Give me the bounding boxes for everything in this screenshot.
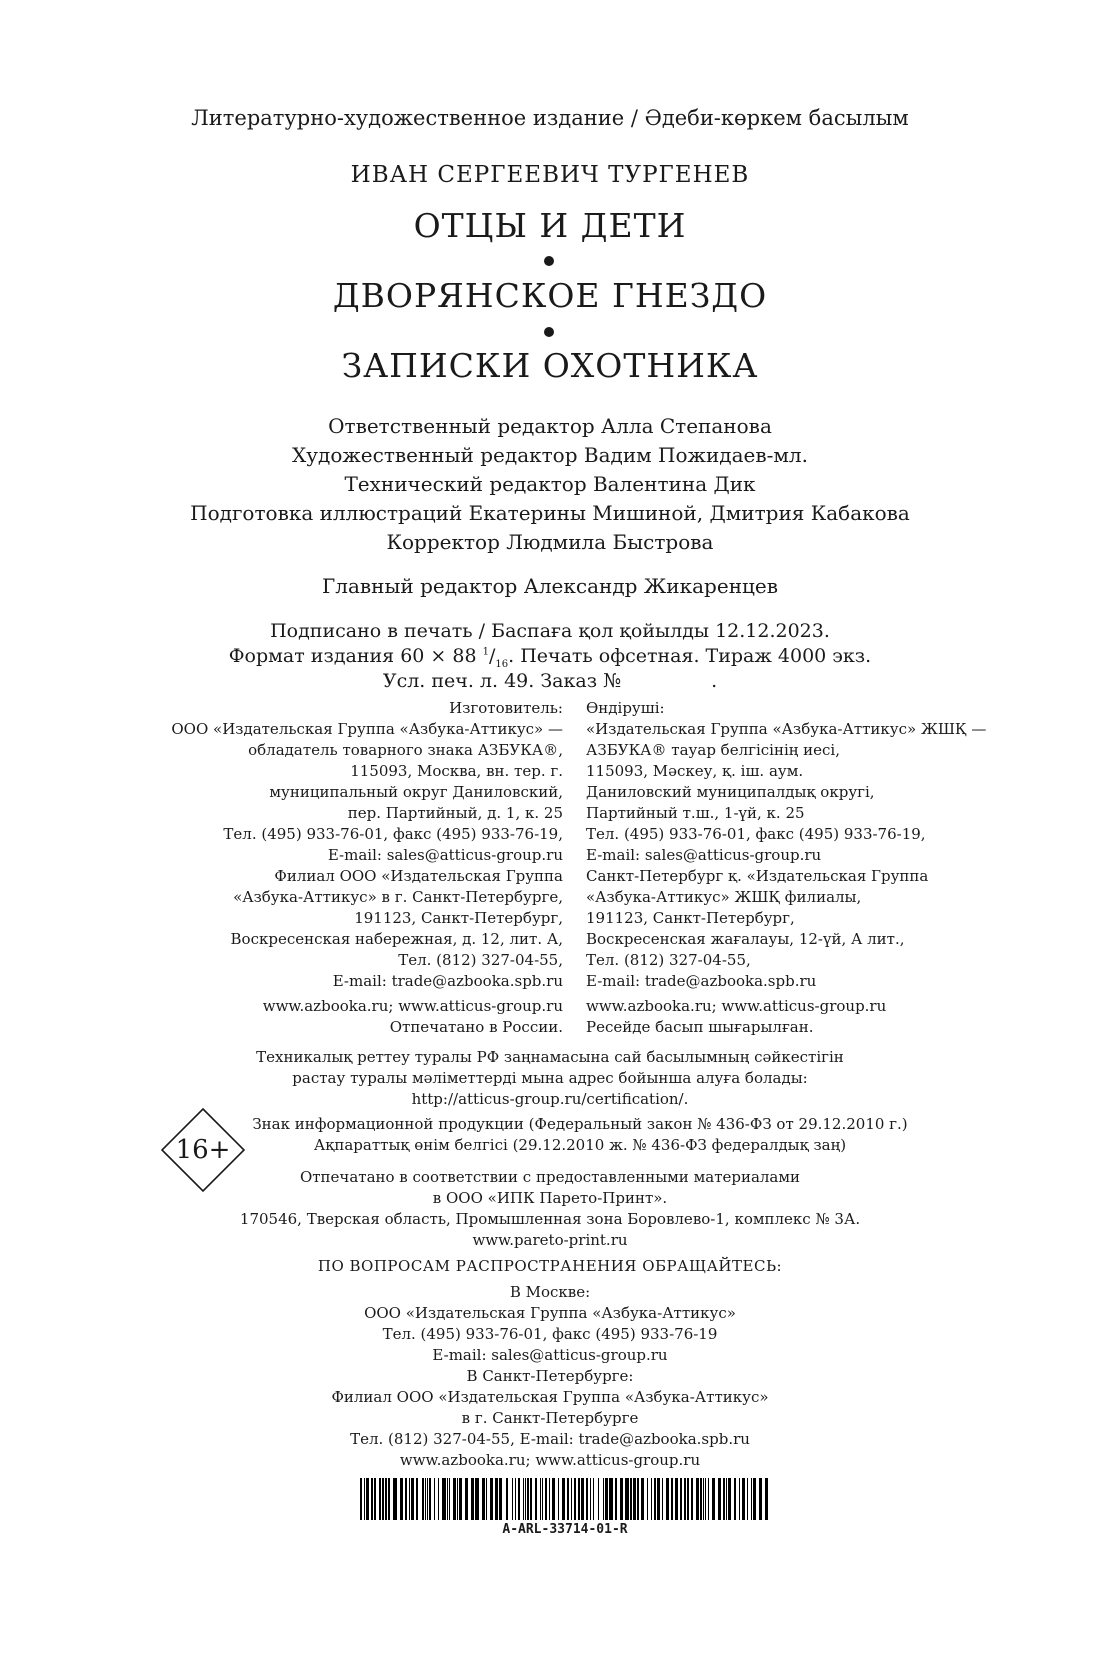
barcode-bar [371,1478,373,1520]
barcode-bar [728,1478,731,1520]
barcode-bar [654,1478,656,1520]
info-sign: Знак информационной продукции (Федеральный закон № 436-ФЗ от 29.12.2010 г.) Ақпараттық өнім белгісі (29.12.2010 ж. № 436-ФЗ федералдық заң) [252,1115,908,1154]
barcode-bar [486,1478,487,1520]
barcode-bar [434,1478,435,1520]
barcode-bar [465,1478,468,1520]
barcode-bar [625,1478,629,1520]
title-2: ДВОРЯНСКОЕ ГНЕЗДО [332,276,768,315]
barcode-bar [620,1478,623,1520]
barcode-bar [742,1478,745,1520]
barcode-bar [429,1478,431,1520]
barcode-bar [495,1478,498,1520]
barcode-bar [525,1478,526,1520]
barcode-bar [442,1478,446,1520]
barcode-bar [703,1478,704,1520]
barcode-bar [708,1478,709,1520]
barcode-bar [759,1478,762,1520]
barcode-bar [609,1478,613,1520]
branch-ru: Филиал ООО «Издательская Группа «Азбука-Аттикус» в г. Санкт-Петербурге, 191123, Санкт-Петербург, Воскресенская набережная, д. 12, лит. А, Тел. (812) 327-04-55, E-mail: trade@azbooka.spb.ru [230,867,563,990]
barcode-bar [523,1478,524,1520]
barcode-bar [666,1478,669,1520]
barcode-bar [400,1478,403,1520]
title-separator [544,327,554,337]
barcode-bar [438,1478,439,1520]
edition-type: Литературно-художественное издание / Әдеби-көркем басылым [191,106,909,130]
print-format: Формат издания 60 × 88 $^1/_{16}$. Печать офсетная. Тираж 4000 экз. [228,645,872,670]
barcode-bar [535,1478,537,1520]
sites-ru: www.azbooka.ru; www.atticus-group.ru Отпечатано в России. [262,997,563,1036]
barcode-bar [552,1478,555,1520]
barcode-bar [633,1478,636,1520]
manufacturer-kz: Өндіруші: «Издательская Группа «Азбука-Аттикус» ЖШҚ — АЗБУКА® тауар белгісінің иесі, 115093, Мәскеу, қ. іш. аум. Даниловский муниципалдық округі, Партийный т.ш., 1-үй, к. 25 Тел. (495) 933-76-01, факс (495) 933-76-19, E-mail: sales@atticus-group.ru [586,699,987,864]
barcode-bar [447,1478,448,1520]
author-name: ИВАН СЕРГЕЕВИЧ ТУРГЕНЕВ [350,162,750,188]
editor-line: Художественный редактор Вадим Пожидаев-мл. [292,443,808,467]
barcode-bar [411,1478,414,1520]
barcode-bar [457,1478,458,1520]
barcode-bar [605,1478,608,1520]
barcode-bar [422,1478,424,1520]
barcode-bar [581,1478,584,1520]
title-separator [544,256,554,266]
barcode-bar [753,1478,756,1520]
branch-kz: Санкт-Петербург қ. «Издательская Группа «Азбука-Аттикус» ЖШҚ филиалы, 191123, Санкт-Петербург, Воскресенская жағалауы, 12-үй, А лит., Тел. (812) 327-04-55, E-mail: trade@azbooka.spb.ru [586,867,929,990]
printer-info: Отпечатано в соответствии с предоставленными материалами в ООО «ИПК Парето-Принт». 170546, Тверская область, Промышленная зона Боровлево-1, комплекс № 3А. www.pareto-print.ru [239,1168,861,1249]
barcode-bar [765,1478,768,1520]
barcode-bar [675,1478,678,1520]
barcode-bar [558,1478,559,1520]
barcode-bar [409,1478,410,1520]
barcode-bar [545,1478,547,1520]
title-3: ЗАПИСКИ ОХОТНИКА [341,346,759,385]
barcode-bar [374,1478,376,1520]
barcode-bar [562,1478,565,1520]
barcode-bar [393,1478,397,1520]
barcode-bar [712,1478,715,1520]
barcode-bar [459,1478,462,1520]
barcode-bar [662,1478,663,1520]
barcode-bar [593,1478,594,1520]
barcode-bar [405,1478,407,1520]
barcode-bar [506,1478,508,1520]
barcode-bar [499,1478,502,1520]
barcode-bar [726,1478,727,1520]
barcode-bar [705,1478,706,1520]
barcode-bar [696,1478,699,1520]
barcode-bar [471,1478,474,1520]
barcode-bar [598,1478,599,1520]
barcode-bar [574,1478,576,1520]
barcode-bar [530,1478,532,1520]
barcode-bar [718,1478,721,1520]
distribution-heading: ПО ВОПРОСАМ РАСПРОСТРАНЕНИЯ ОБРАЩАЙТЕСЬ: [317,1257,783,1275]
barcode-bar [379,1478,381,1520]
barcode-bar [542,1478,543,1520]
barcode-bar [571,1478,572,1520]
barcode-bar [549,1478,550,1520]
barcode-bar [590,1478,591,1520]
barcode-bar [475,1478,479,1520]
barcode-bar [723,1478,725,1520]
barcode-bar [449,1478,450,1520]
sites-kz: www.azbooka.ru; www.atticus-group.ru Ресейде басып шығарылған. [586,997,887,1036]
barcode-bar [527,1478,529,1520]
barcode-bar [647,1478,648,1520]
barcode-bar [687,1478,689,1520]
barcode-bar [388,1478,390,1520]
barcode-label: A-ARL-33714-01-R [502,1522,628,1537]
editor-line: Ответственный редактор Алла Степанова [328,414,772,438]
barcode-bar [747,1478,748,1520]
age-rating-text: 16+ [175,1135,231,1165]
barcode-bar [578,1478,580,1520]
barcode-bar [540,1478,541,1520]
barcode-bar [482,1478,485,1520]
barcode-bar [382,1478,384,1520]
barcode-bar [416,1478,418,1520]
barcode-bar [734,1478,736,1520]
title-1: ОТЦЫ И ДЕТИ [413,206,687,245]
barcode-bar [490,1478,493,1520]
print-sheets: Усл. печ. л. 49. Заказ № . [382,670,718,692]
barcode-bar [512,1478,513,1520]
barcode-bar [427,1478,428,1520]
barcode-bar [657,1478,660,1520]
barcode-bar [751,1478,752,1520]
signed-to-print: Подписано в печать / Баспаға қол қойылды 12.12.2023. [270,620,830,642]
barcode-bar [680,1478,682,1520]
distribution-contacts: В Москве: ООО «Издательская Группа «Азбука-Аттикус» Тел. (495) 933-76-01, факс (495) 933-76-19 E-mail: sales@atticus-group.ru В Санкт-Петербурге: Филиал ООО «Издательская Группа «Азбука-Аттикус» в г. Санкт-Петербурге Тел. (812) 327-04-55, E-mail: trade@azbooka.spb.ru www.azbooka.ru; www.atticus-group.ru [331,1283,769,1469]
barcode-bar [425,1478,426,1520]
barcode-bar [515,1478,516,1520]
barcode-bar [603,1478,604,1520]
barcode-bar [615,1478,617,1520]
editor-line: Технический редактор Валентина Дик [344,472,756,496]
barcode [360,1478,770,1520]
barcode-bar [739,1478,740,1520]
editor-line: Корректор Людмила Быстрова [386,530,714,554]
manufacturer-ru: Изготовитель: ООО «Издательская Группа «Азбука-Аттикус» — обладатель товарного знака АЗБУКА®, 115093, Москва, вн. тер. г. муниципальный округ Даниловский, пер. Партийный, д. 1, к. 25 Тел. (495) 933-76-01, факс (495) 933-76-19, E-mail: sales@atticus-group.ru [171,699,563,864]
barcode-bar [641,1478,644,1520]
barcode-bar [567,1478,569,1520]
barcode-bar [366,1478,369,1520]
chief-editor: Главный редактор Александр Жикаренцев [322,574,778,598]
barcode-bar [364,1478,365,1520]
barcode-bar [700,1478,702,1520]
barcode-bar [630,1478,632,1520]
barcode-bar [684,1478,686,1520]
barcode-bar [453,1478,456,1520]
barcode-bar [518,1478,520,1520]
barcode-bar [586,1478,588,1520]
barcode-bar [637,1478,639,1520]
barcode-bar [651,1478,652,1520]
barcode-bar [691,1478,693,1520]
editor-line: Подготовка иллюстраций Екатерины Мишиной, Дмитрия Кабакова [190,501,910,525]
barcode-bar [360,1478,362,1520]
barcode-bar [385,1478,387,1520]
certification-notice: Техникалық реттеу туралы РФ заңнамасына сай басылымның сәйкестігін растау туралы мәліметтерді мына адрес бойынша алуға болады: http://atticus-group.ru/certification/. [256,1048,844,1108]
barcode-bar [671,1478,673,1520]
